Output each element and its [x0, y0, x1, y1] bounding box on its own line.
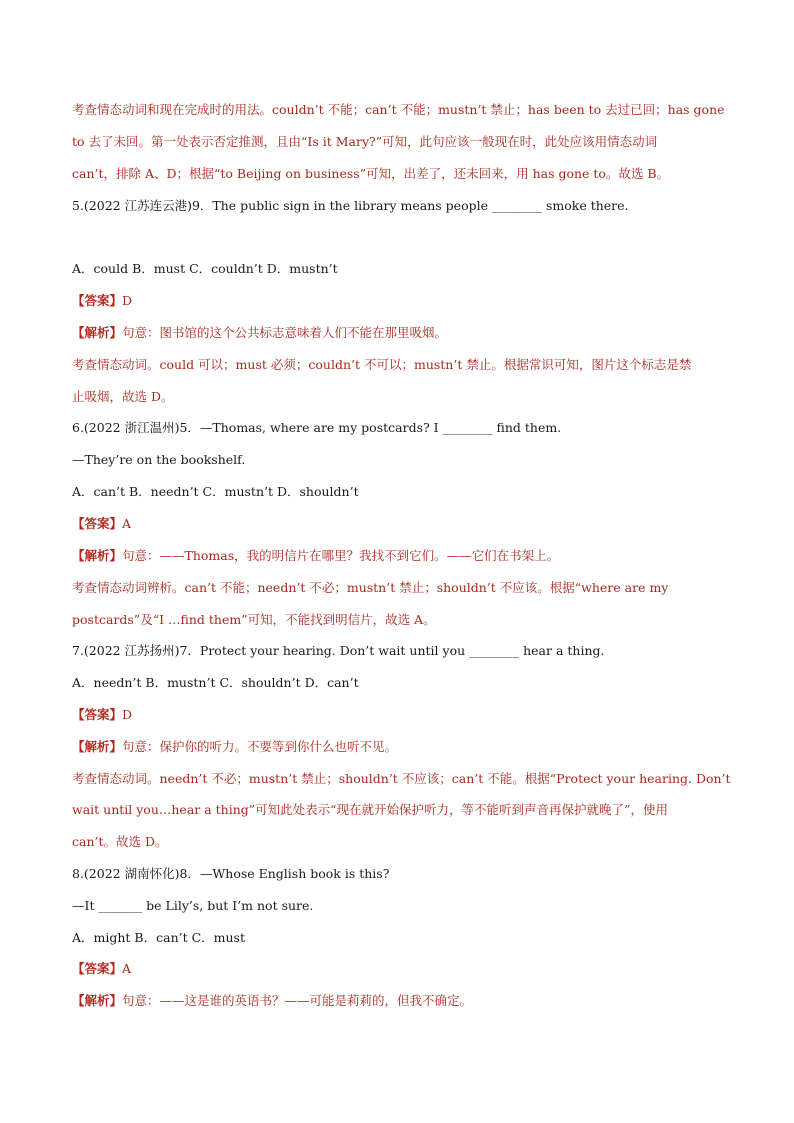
q7-explain-line-3: can’t。故选 D。 — [72, 834, 168, 849]
q8-options: A．might B．can’t C．must — [72, 930, 245, 945]
answer-value: A — [122, 961, 132, 976]
q6-answer — [72, 516, 732, 532]
q6-analysis-meaning — [72, 548, 732, 564]
q7-explain-line-1: 考查情态动词。needn’t 不必；mustn’t 禁止；shouldn’t 不应该；can’t 不能。根据“Protect your hearing. Don’t — [72, 771, 731, 786]
analysis-tag: 【解析】 — [72, 993, 123, 1008]
q8-answer — [72, 961, 732, 977]
q6-reply: —They’re on the bookshelf. — [72, 452, 246, 467]
q4-analysis-line-1: 考查情态动词和现在完成时的用法。couldn’t 不能；can’t 不能；mustn’t 禁止；has been to 去过已回；has gone — [72, 102, 725, 117]
q6-stem: 6.(2022 浙江温州)5．—Thomas, where are my postcards? I ________ find them. — [72, 420, 562, 435]
q5-explain-line-2: 止吸烟，故选 D。 — [72, 389, 174, 404]
meaning-text: 句意：保护你的听力。不要等到你什么也听不见。 — [122, 739, 398, 754]
meaning-text: 句意：图书馆的这个公共标志意味着人们不能在那里吸烟。 — [122, 325, 448, 340]
q7-explain-line-2: wait until you…hear a thing”可知此处表示“现在就开始保护听力，等不能听到声音再保护就晚了”，使用 — [72, 802, 668, 817]
answer-value: A — [122, 516, 132, 531]
q4-analysis-line-3: can’t，排除 A、D；根据“to Beijing on business”可知，出差了，还未回来，用 has gone to。故选 B。 — [72, 166, 670, 181]
answer-tag: 【答案】 — [72, 293, 123, 308]
q4-analysis-line-2: to 去了未回。第一处表示否定推测，且由“Is it Mary?”可知，此句应该一般现在时，此处应该用情态动词 — [72, 134, 658, 149]
meaning-text: 句意：——Thomas，我的明信片在哪里？我找不到它们。——它们在书架上。 — [122, 548, 560, 563]
q7-analysis-meaning — [72, 739, 732, 755]
q6-options: A．can’t B．needn’t C．mustn’t D．shouldn’t — [72, 484, 359, 499]
meaning-text: 句意：——这是谁的英语书？——可能是莉莉的，但我不确定。 — [122, 993, 473, 1008]
q8-stem: 8.(2022 湖南怀化)8．—Whose English book is this? — [72, 866, 390, 881]
answer-tag: 【答案】 — [72, 961, 123, 976]
analysis-tag: 【解析】 — [72, 739, 123, 754]
answer-value: D — [122, 707, 133, 722]
answer-tag: 【答案】 — [72, 516, 123, 531]
q5-analysis-meaning — [72, 325, 732, 341]
q6-explain-line-1: 考查情态动词辨析。can’t 不能；needn’t 不必；mustn’t 禁止；shouldn’t 不应该。根据“where are my — [72, 580, 669, 595]
q6-explain-line-2: postcards”及“I …find them”可知，不能找到明信片，故选 A。 — [72, 612, 436, 627]
analysis-tag: 【解析】 — [72, 325, 123, 340]
q5-explain-line-1: 考查情态动词。could 可以；must 必须；couldn’t 不可以；mustn’t 禁止。根据常识可知，图片这个标志是禁 — [72, 357, 692, 372]
answer-tag: 【答案】 — [72, 707, 123, 722]
q7-options: A．needn’t B．mustn’t C．shouldn’t D．can’t — [72, 675, 359, 690]
q8-analysis-meaning — [72, 993, 732, 1009]
analysis-tag: 【解析】 — [72, 548, 123, 563]
q5-stem: 5.(2022 江苏连云港)9．The public sign in the library means people ________ smoke there. — [72, 198, 629, 213]
q7-stem: 7.(2022 江苏扬州)7．Protect your hearing. Don’t wait until you ________ hear a thing. — [72, 643, 605, 658]
q5-options: A．could B．must C．couldn’t D．mustn’t — [72, 261, 338, 276]
q5-answer — [72, 293, 732, 309]
q7-answer — [72, 707, 732, 723]
answer-value: D — [122, 293, 133, 308]
q8-reply: —It _______ be Lily’s, but I’m not sure. — [72, 898, 314, 913]
